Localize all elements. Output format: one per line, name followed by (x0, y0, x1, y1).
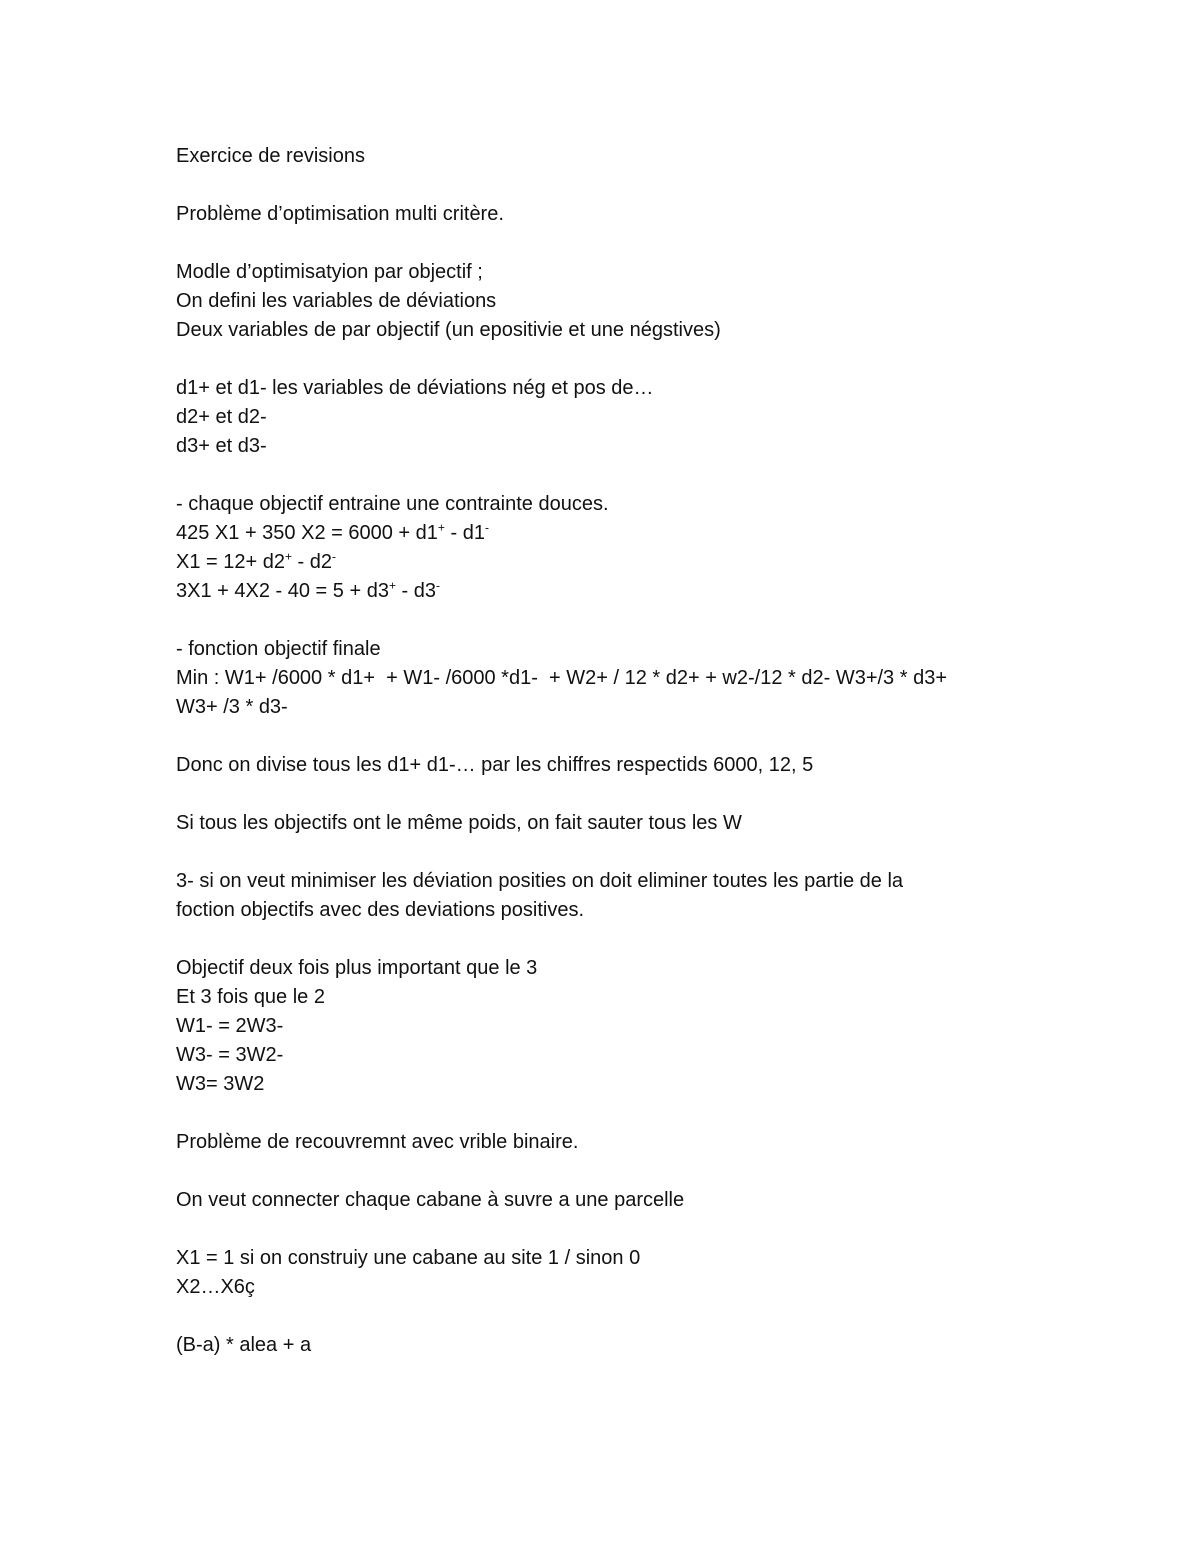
blank-line (176, 461, 1056, 490)
blank-line (176, 838, 1056, 867)
constraint-1-sup-minus: - (484, 520, 489, 535)
binary-line-1: X1 = 1 si on construiy une cabane au site 1 / sinon 0 (176, 1247, 641, 1269)
constraint-1-mid: - d1 (444, 522, 485, 544)
blank-line (176, 1099, 1056, 1128)
constraint-2-sup-minus: - (332, 549, 337, 564)
model-heading: Modle d’optimisatyion par objectif ; (176, 261, 483, 283)
blank-line (176, 925, 1056, 954)
weights-equation-2: W3- = 3W2- (176, 1044, 284, 1066)
blank-line (176, 722, 1056, 751)
blank-line (176, 1302, 1056, 1331)
objective-line-1: Min : W1+ /6000 * d1+ + W1- /6000 *d1- + W2+ / 12 * d2+ + w2-/12 * d2- W3+/3 * d3+ (176, 667, 947, 689)
coverage-heading: Problème de recouvremnt avec vrible binaire. (176, 1131, 579, 1153)
constraint-1-sup-plus: + (437, 520, 445, 535)
blank-line (176, 606, 1056, 635)
deviation-d3: d3+ et d3- (176, 435, 267, 457)
constraint-3-main: 3X1 + 4X2 - 40 = 5 + d3 (176, 580, 389, 602)
constraint-3-sup-minus: - (436, 578, 440, 593)
constraint-3 (176, 577, 1056, 606)
document-subtitle: Problème d’optimisation multi critère. (176, 203, 504, 225)
constraint-2-mid: - d2 (292, 551, 333, 573)
blank-line (176, 780, 1056, 809)
blank-line (176, 229, 1056, 258)
constraints-intro: - chaque objectif entraine une contrainte douces. (176, 493, 609, 515)
model-line-2: Deux variables de par objectif (un epositivie et une négstives) (176, 319, 721, 341)
minimize-line-1: 3- si on veut minimiser les déviation posities on doit eliminer toutes les partie de la (176, 870, 904, 892)
binary-line-2: X2…X6ç (176, 1276, 255, 1298)
divide-note: Donc on divise tous les d1+ d1-… par les chiffres respectids 6000, 12, 5 (176, 754, 814, 776)
blank-line (176, 1215, 1056, 1244)
objective-intro: - fonction objectif finale (176, 638, 381, 660)
constraint-3-sup-plus: + (388, 578, 396, 593)
blank-line (176, 171, 1056, 200)
document-body (176, 142, 1056, 1360)
document-title: Exercice de revisions (176, 145, 365, 167)
minimize-line-2: foction objectifs avec des deviations positives. (176, 899, 584, 921)
connect-note: On veut connecter chaque cabane à suvre a une parcelle (176, 1189, 685, 1211)
constraint-2-sup-plus: + (284, 549, 292, 564)
deviation-d2: d2+ et d2- (176, 406, 267, 428)
deviation-d1: d1+ et d1- les variables de déviations nég et pos de… (176, 377, 654, 399)
constraint-2 (176, 548, 1056, 577)
constraint-3-mid: - d3 (395, 580, 436, 602)
weights-equation-3: W3= 3W2 (176, 1073, 265, 1095)
constraint-1-main: 425 X1 + 350 X2 = 6000 + d1 (176, 522, 438, 544)
objective-line-2: W3+ /3 * d3- (176, 696, 288, 718)
weights-line-1: Objectif deux fois plus important que le 3 (176, 957, 538, 979)
constraint-2-main: X1 = 12+ d2 (176, 551, 285, 573)
blank-line (176, 1157, 1056, 1186)
model-line-1: On defini les variables de déviations (176, 290, 497, 312)
blank-line (176, 345, 1056, 374)
random-formula: (B-a) * alea + a (176, 1334, 312, 1356)
constraint-1 (176, 519, 1056, 548)
weights-equation-1: W1- = 2W3- (176, 1015, 284, 1037)
same-weight-note: Si tous les objectifs ont le même poids, on fait sauter tous les W (176, 812, 742, 834)
weights-line-2: Et 3 fois que le 2 (176, 986, 325, 1008)
